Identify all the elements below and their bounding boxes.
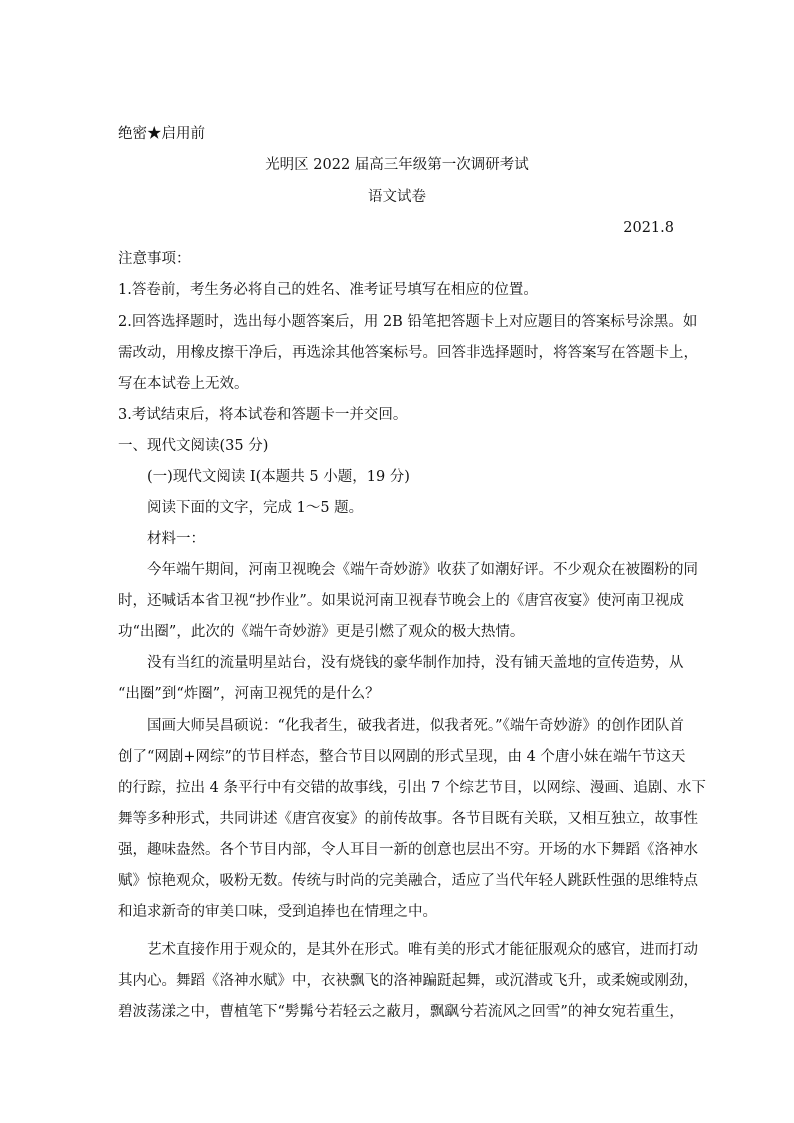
paragraph-3-line-1: 国画大师吴昌硕说：“化我者生，破我者进，似我者死。”《端午奇妙游》的创作团队首 bbox=[147, 718, 684, 734]
notice-item-2-line-2: 需改动，用橡皮擦干净后，再选涂其他答案标号。回答非选择题时，将答案写在答题卡上， bbox=[118, 345, 698, 361]
paragraph-1-line-2: 时，还喊话本省卫视“抄作业”。如果说河南卫视春节晚会上的《唐宫夜宴》使河南卫视成 bbox=[118, 593, 684, 609]
notice-item-2-line-1: 2.回答选择题时，选出每小题答案后，用 2B 铅笔把答题卡上对应题目的答案标号涂黑。如 bbox=[118, 314, 698, 330]
paragraph-2-line-1: 没有当红的流量明星站台，没有烧钱的豪华制作加持，没有铺天盖地的宣传造势，从 bbox=[147, 655, 684, 671]
notice-heading: 注意事项： bbox=[118, 251, 191, 267]
exam-subtitle: 语文试卷 bbox=[368, 189, 426, 205]
paragraph-4-line-1: 艺术直接作用于观众的，是其外在形式。唯有美的形式才能征服观众的感官，进而打动 bbox=[147, 942, 698, 958]
paragraph-3-line-3: 的行踪，拉出 4 条平行中有交错的故事线，引出 7 个综艺节目，以网综、漫画、追剧、水下 bbox=[118, 780, 706, 796]
paragraph-4-line-2: 其内心。舞蹈《洛神水赋》中，衣袂飘飞的洛神蹁跹起舞，或沉潜或飞升，或柔婉或刚劲， bbox=[118, 973, 698, 989]
notice-item-2-line-3: 写在本试卷上无效。 bbox=[118, 376, 249, 392]
exam-title: 光明区 2022 届高三年级第一次调研考试 bbox=[265, 157, 529, 173]
paragraph-1-line-3: 功“出圈”，此次的《端午奇妙游》更是引燃了观众的极大热情。 bbox=[118, 624, 525, 640]
section-title: 一、现代文阅读(35 分) bbox=[118, 438, 269, 454]
section-part: (一)现代文阅读 I(本题共 5 小题，19 分) bbox=[147, 469, 410, 485]
notice-item-3: 3.考试结束后，将本试卷和答题卡一并交回。 bbox=[118, 407, 408, 423]
paragraph-3-line-7: 和追求新奇的审美口味，受到追捧也在情理之中。 bbox=[118, 904, 437, 920]
paragraph-3-line-4: 舞等多种形式，共同讲述《唐宫夜宴》的前传故事。各节目既有关联，又相互独立，故事性 bbox=[118, 811, 698, 827]
paragraph-1-line-1: 今年端午期间，河南卫视晚会《端午奇妙游》收获了如潮好评。不少观众在被圈粉的同 bbox=[147, 562, 698, 578]
material-label: 材料一： bbox=[147, 531, 205, 547]
section-instruction: 阅读下面的文字，完成 1～5 题。 bbox=[147, 500, 364, 516]
secrecy-label: 绝密★启用前 bbox=[118, 126, 205, 142]
exam-date: 2021.8 bbox=[623, 220, 674, 236]
notice-item-1: 1.答卷前，考生务必将自己的姓名、准考证号填写在相应的位置。 bbox=[118, 282, 538, 298]
paragraph-4-line-3: 碧波荡漾之中，曹植笔下“髣髴兮若轻云之蔽月，飘飖兮若流风之回雪”的神女宛若重生， bbox=[118, 1004, 684, 1020]
paragraph-3-line-6: 赋》惊艳观众，吸粉无数。传统与时尚的完美融合，适应了当代年轻人跳跃性强的思维特点 bbox=[118, 873, 698, 889]
paragraph-3-line-2: 创了“网剧+网综”的节目样态，整合节目以网剧的形式呈现，由 4 个唐小妹在端午节这天 bbox=[118, 749, 686, 765]
paragraph-2-line-2: “出圈”到“炸圈”，河南卫视凭的是什么？ bbox=[118, 686, 380, 702]
paragraph-3-line-5: 强，趣味盎然。各个节目内部，令人耳目一新的创意也层出不穷。开场的水下舞蹈《洛神水 bbox=[118, 842, 698, 858]
